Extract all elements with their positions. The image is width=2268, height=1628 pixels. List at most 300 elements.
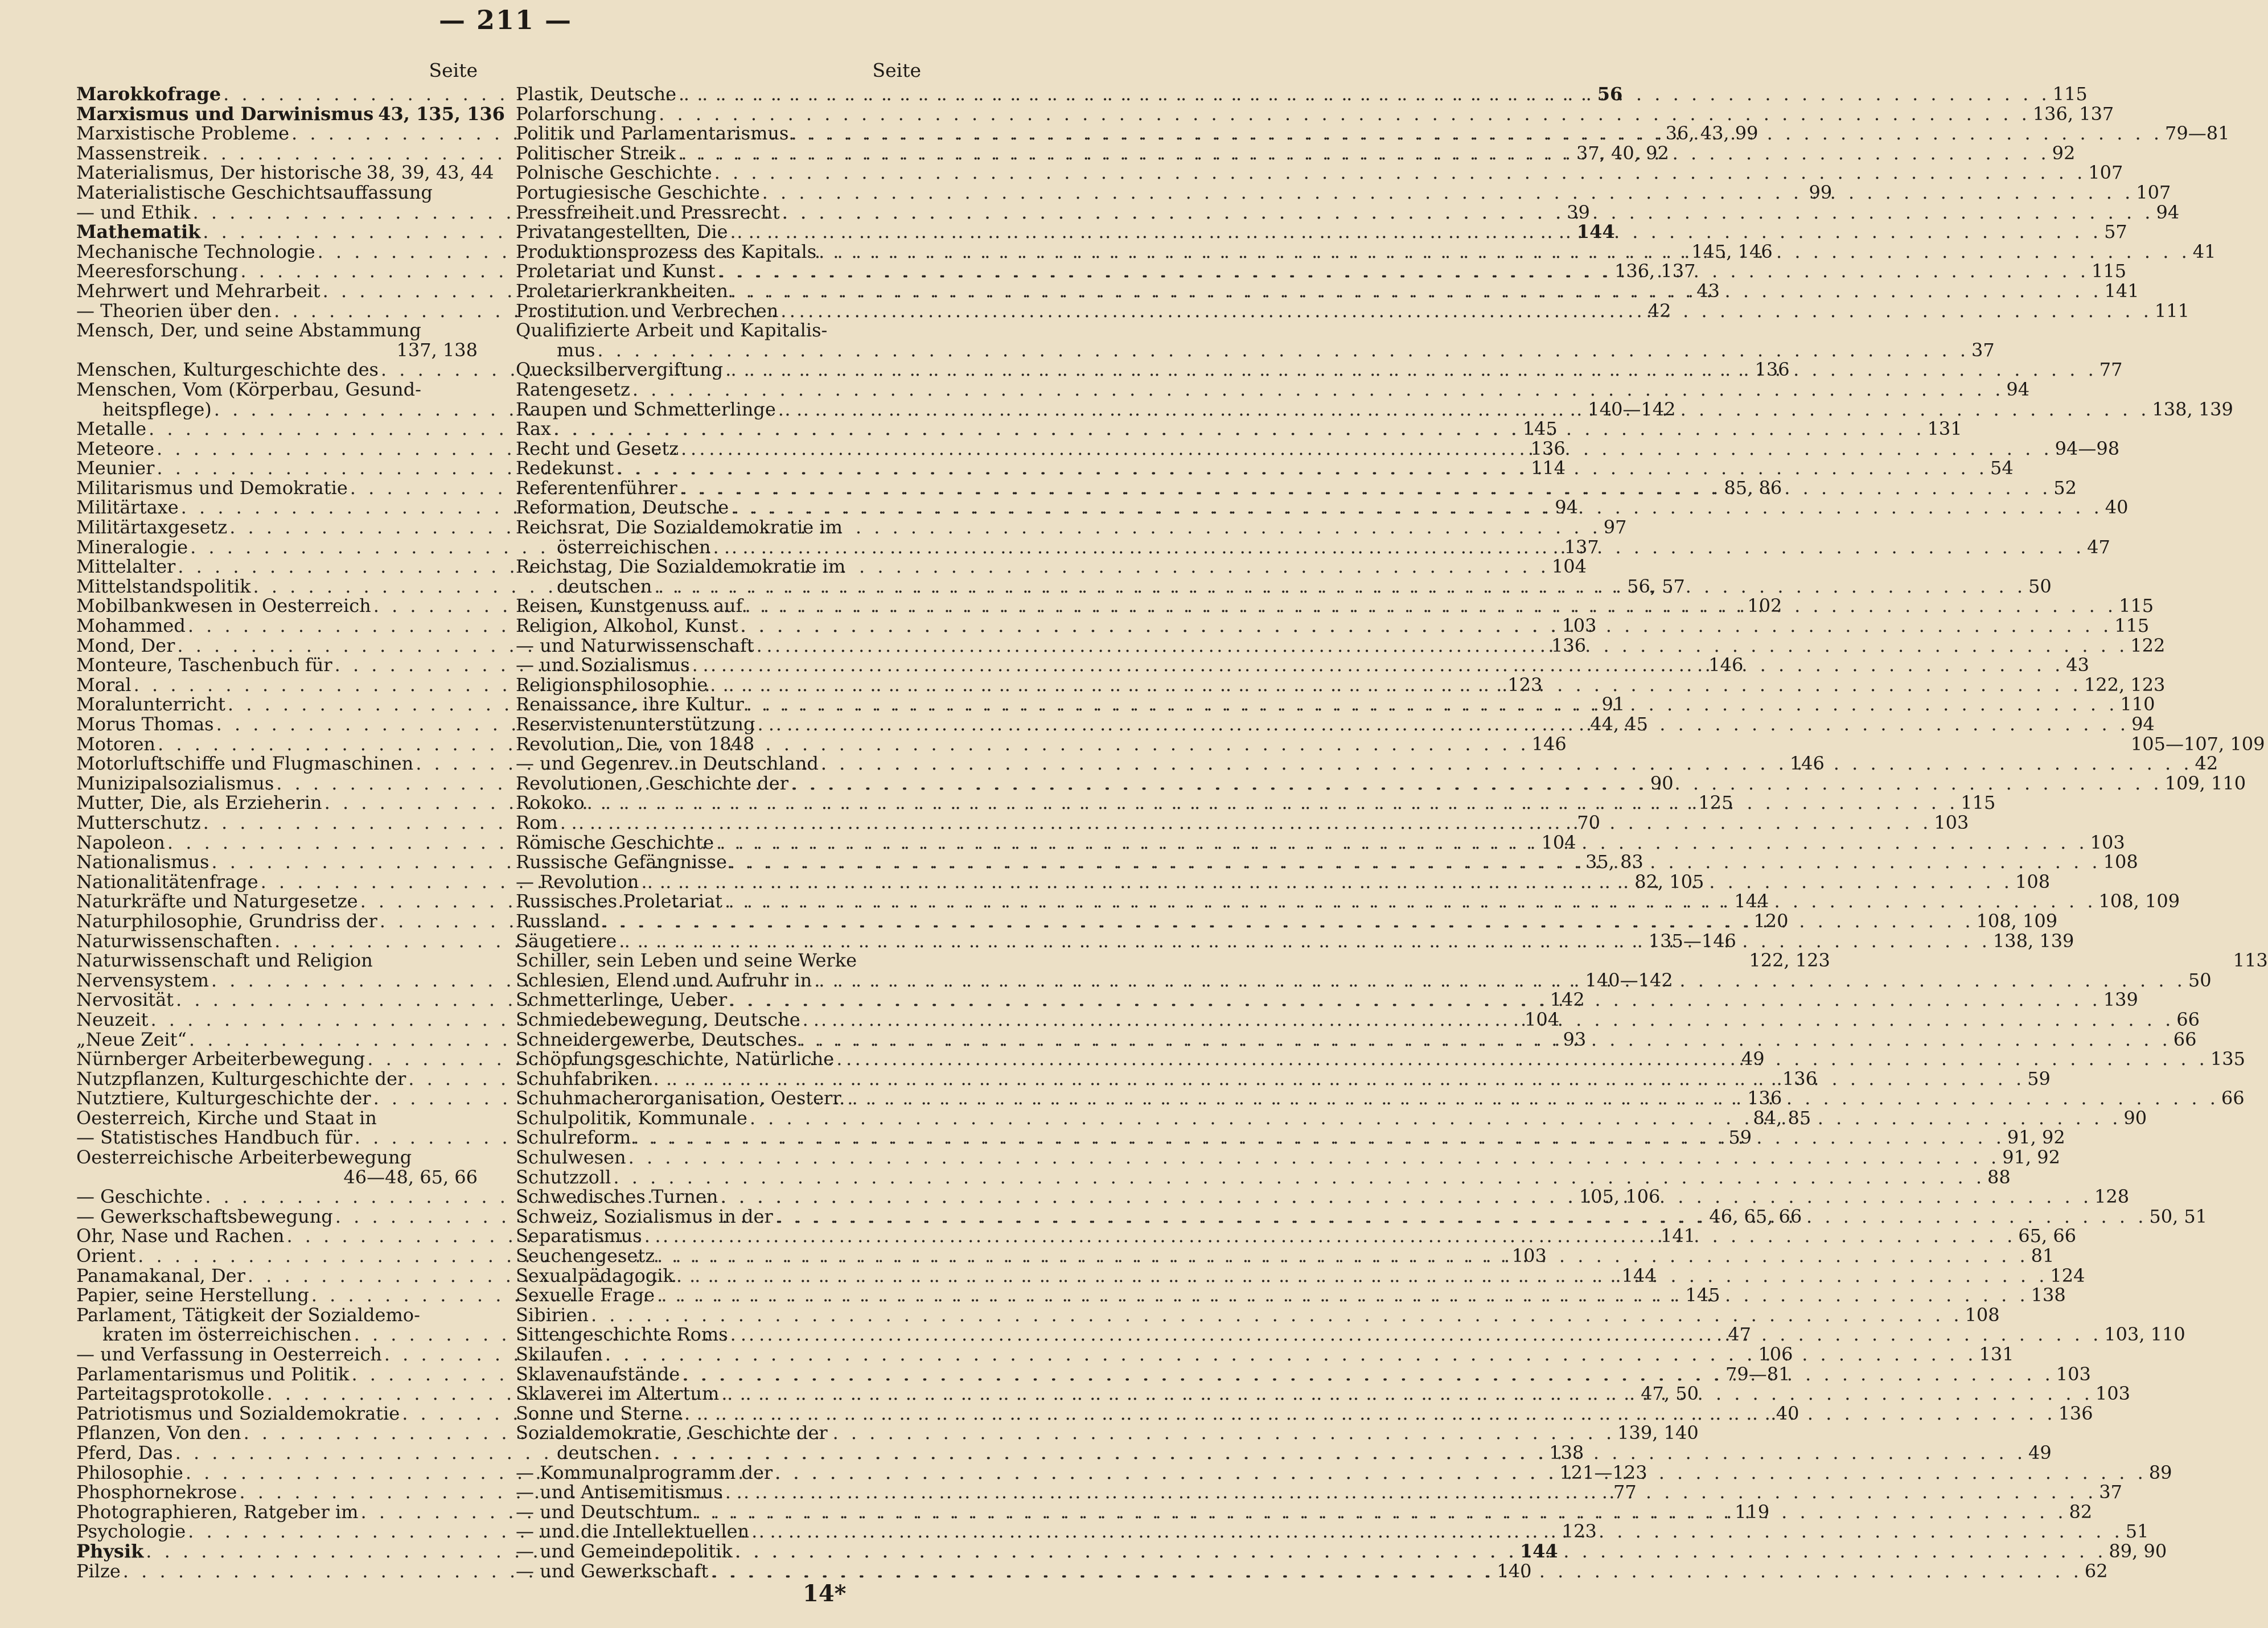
index-pages: 104: [1551, 556, 1587, 578]
index-term: Reichstag, Die Sozialdemokratie im: [516, 556, 846, 578]
dot-leader: [560, 813, 1932, 833]
dot-leader: [782, 203, 2154, 223]
dot-leader: [654, 1069, 2025, 1089]
index-term: Physik: [76, 1540, 144, 1562]
page-number: — 211 —: [438, 5, 573, 35]
index-term: Reisen, Kunstgenuss auf: [516, 595, 743, 617]
index-term: Mond, Der: [76, 634, 175, 656]
index-term: Seuchengesetz: [516, 1245, 655, 1267]
index-term: Proletarierkrankheiten: [516, 279, 728, 302]
index-term: Schulpolitik, Kommunale: [516, 1107, 747, 1129]
index-pages: 137: [1564, 536, 1599, 558]
index-term: Militärtaxe: [76, 496, 179, 519]
index-pages: 135—146: [1648, 930, 1736, 952]
index-pages: 94: [1555, 496, 1578, 519]
index-entry-continuation: [516, 339, 1995, 361]
index-pages: 49: [1741, 1048, 1765, 1070]
dot-leader: [731, 498, 2103, 517]
dot-leader: [553, 419, 1925, 439]
index-term: Sexualpädagogik: [516, 1264, 674, 1286]
index-pages: 57: [2104, 221, 2127, 243]
index-pages: 56: [1597, 83, 1623, 105]
index-term: Schulwesen: [516, 1146, 626, 1169]
index-pages: 139: [2103, 989, 2138, 1011]
index-pages: 136, 137: [2032, 102, 2114, 125]
index-term: Nervosität: [76, 989, 174, 1011]
index-term-continuation: deutschen: [557, 1441, 652, 1463]
index-term: Naturwissenschaft und Religion: [76, 949, 373, 972]
index-term: Rax: [516, 418, 551, 440]
index-pages: 40: [2105, 496, 2129, 519]
index-term: Revolution, Die, von 1848: [516, 733, 755, 755]
index-pages: 121—123: [1559, 1461, 1647, 1483]
index-pages: 103, 110: [2104, 1323, 2185, 1346]
index-pages: 120: [1753, 910, 1789, 932]
index-term: Psychologie: [76, 1520, 186, 1543]
index-pages: 66: [2176, 1008, 2200, 1030]
dot-leader: [729, 852, 2101, 872]
index-pages: 81: [2031, 1245, 2055, 1267]
index-term: Orient: [76, 1245, 136, 1267]
index-pages: 104: [1541, 831, 1576, 853]
index-pages: 77: [2099, 359, 2123, 381]
dot-leader: [791, 124, 2163, 143]
index-pages: 128: [2094, 1186, 2130, 1208]
index-pages: 138, 139: [1992, 930, 2074, 952]
dot-leader: [717, 261, 2089, 281]
index-term: „Neue Zeit“: [76, 1028, 187, 1050]
index-term: — Theorien über den: [76, 299, 272, 322]
index-pages: 122: [2130, 634, 2166, 656]
index-pages: 40: [1776, 1402, 1799, 1424]
index-pages: 39: [1567, 201, 1590, 223]
index-term: Nervensystem: [76, 969, 209, 991]
index-term: Schutzzoll: [516, 1166, 611, 1188]
index-term: Reservistenunterstützung: [516, 713, 755, 735]
index-pages: 56, 57: [1627, 575, 1685, 597]
dot-leader: [602, 911, 1974, 931]
index-term: Schiller, sein Leben und seine Werke: [516, 949, 857, 972]
dot-leader: [682, 1364, 2054, 1384]
index-term: Metalle: [76, 418, 147, 440]
index-entry: [516, 1166, 2011, 1188]
index-pages: 99: [1809, 181, 1833, 203]
dot-leader: [775, 1207, 2147, 1227]
index-term: Naturkräfte und Naturgesetze: [76, 890, 358, 912]
dot-leader: [628, 1148, 2000, 1167]
dot-leader: [644, 1226, 2016, 1246]
index-pages: 36, 43, 99: [1665, 122, 1758, 145]
index-term: Marxismus und Darwinismus: [76, 102, 374, 125]
index-term: Panamakanal, Der: [76, 1264, 245, 1286]
index-pages: 136: [1551, 634, 1587, 656]
index-term: Moral: [76, 673, 132, 696]
index-pages: 108, 109: [2098, 890, 2180, 912]
index-pages: 46, 65, 66: [1709, 1205, 1802, 1227]
index-term: Mineralogie: [76, 536, 188, 558]
dot-leader: [678, 143, 2050, 163]
index-term: Schwedisches Turnen: [516, 1186, 718, 1208]
index-term: — und Antisemitismus: [516, 1481, 723, 1503]
index-term: Menschen, Kulturgeschichte des: [76, 359, 379, 381]
index-pages: 70: [1577, 811, 1600, 833]
index-pages: 108: [2103, 851, 2138, 873]
index-pages: 46—48, 65, 66: [343, 1166, 478, 1188]
index-term: — Statistisches Handbuch für: [76, 1127, 352, 1149]
index-term-continuation: österreichischen: [557, 536, 711, 558]
index-term: Schöpfungsgeschichte, Natürliche: [516, 1048, 835, 1070]
index-term: — Revolution: [516, 870, 639, 893]
index-term: Militarismus und Demokratie: [76, 476, 348, 499]
index-pages: 47: [1728, 1323, 1751, 1346]
dot-leader: [819, 242, 2191, 262]
index-pages: 47, 50: [1641, 1383, 1699, 1405]
index-term: Mathematik: [76, 221, 201, 243]
index-pages: 115: [2119, 595, 2154, 617]
index-pages: 52: [2053, 476, 2077, 499]
index-pages: 79—81: [1725, 1363, 1790, 1385]
index-term: Separatismus: [516, 1225, 642, 1247]
dot-leader: [725, 891, 2097, 911]
index-term: — Gewerkschaftsbewegung: [76, 1205, 333, 1227]
index-pages: 140—142: [1585, 969, 1673, 991]
index-term: Reformation, Deutsche: [516, 496, 729, 519]
index-term: Papier, seine Herstellung: [76, 1284, 309, 1306]
index-entry: [76, 102, 505, 125]
dot-leader: [587, 793, 1959, 813]
dot-leader: [657, 1285, 2029, 1305]
dot-leader: [679, 84, 2051, 104]
index-pages: 89, 90: [2109, 1540, 2167, 1562]
index-term: — und die Intellektuellen: [516, 1520, 750, 1543]
dot-leader: [750, 1108, 2122, 1128]
index-pages: 109, 110: [2164, 772, 2246, 794]
index-term: Polarforschung: [516, 102, 657, 125]
index-pages: 146: [1789, 753, 1825, 775]
index-pages: 104: [1525, 1008, 1560, 1030]
index-pages: 119: [1735, 1500, 1770, 1523]
index-pages: 38, 39, 43, 44: [366, 162, 494, 184]
index-term: Meeresforschung: [76, 260, 239, 282]
index-pages: 141: [1661, 1225, 1696, 1247]
index-term: Motorluftschiffe und Flugmaschinen: [76, 753, 414, 775]
index-pages: 90: [2123, 1107, 2147, 1129]
index-term: Quecksilbervergiftung: [516, 359, 724, 381]
dot-leader: [680, 478, 2052, 498]
index-term: Mobilbankwesen in Oesterreich: [76, 595, 371, 617]
index-pages: 115: [2052, 83, 2088, 105]
index-pages: 122, 123: [1749, 949, 1830, 972]
index-pages: 103: [2090, 831, 2125, 853]
index-term: — und Gewerkschaft: [516, 1560, 709, 1582]
index-term: Philosophie: [76, 1461, 183, 1483]
index-entry: [516, 1423, 921, 1443]
index-term: Schuhmacherorganisation, Oesterr.: [516, 1087, 845, 1109]
index-pages: 94—98: [2055, 437, 2120, 459]
index-pages: 85, 86: [1724, 476, 1782, 499]
index-term: Materialistische Geschichtsauffassung: [76, 181, 433, 203]
index-pages: 41: [2192, 240, 2216, 262]
index-pages: 94: [2006, 378, 2030, 400]
index-term: Religion, Alkohol, Kunst: [516, 615, 738, 637]
dot-leader: [757, 714, 2129, 734]
index-term: Säugetiere: [516, 930, 617, 952]
dot-leader: [597, 340, 1969, 360]
index-term: Rom: [516, 811, 558, 833]
index-term: Prostitution und Verbrechen: [516, 299, 779, 322]
dot-leader: [641, 872, 2013, 892]
dot-leader: [799, 1030, 2171, 1050]
index-term: — Geschichte: [76, 1186, 203, 1208]
index-term: Qualifizierte Arbeit und Kapitalis-: [516, 319, 828, 342]
index-term: Sexuelle Frage: [516, 1284, 655, 1306]
index-term: Neuzeit: [76, 1008, 149, 1030]
index-pages: 37, 40, 92: [1576, 142, 1669, 164]
index-term: Schuhfabriken: [516, 1067, 651, 1090]
dot-leader: [730, 222, 2102, 242]
index-term-continuation: mus: [557, 339, 595, 361]
dot-leader: [775, 1463, 2147, 1483]
index-pages: 94: [2131, 713, 2155, 735]
index-pages: 108, 109: [1976, 910, 2058, 932]
dot-leader: [714, 163, 2086, 183]
index-term: Nutztiere, Kulturgeschichte der: [76, 1087, 371, 1109]
index-term: Renaissance, ihre Kultur: [516, 693, 744, 716]
dot-leader: [654, 1443, 2026, 1463]
index-term: Römische Geschichte: [516, 831, 714, 853]
index-term: Mutterschutz: [76, 811, 201, 833]
index-term: Privatangestellten, Die: [516, 221, 728, 243]
index-term: Mehrwert und Mehrarbeit: [76, 279, 321, 302]
index-term: Raupen und Schmetterlinge: [516, 398, 776, 420]
index-pages: 103: [1562, 615, 1597, 637]
dot-leader: [762, 183, 2134, 203]
index-pages: 59: [1728, 1127, 1752, 1149]
index-term: Monteure, Taschenbuch für: [76, 654, 332, 676]
dot-leader: [692, 655, 2064, 675]
index-entry: [516, 1304, 2000, 1326]
index-pages: 142: [1550, 989, 1585, 1011]
index-entry: [516, 320, 921, 340]
index-term: Referentenführer: [516, 476, 677, 499]
dot-leader: [746, 694, 2118, 714]
index-term: Politik und Parlamentarismus: [516, 122, 789, 145]
index-pages: 144: [1576, 221, 1615, 243]
index-pages: 103: [1511, 1245, 1547, 1267]
index-entry: [516, 517, 921, 537]
index-term: Photographieren, Ratgeber im: [76, 1500, 359, 1523]
dot-leader: [720, 1187, 2092, 1207]
index-pages: 108: [1965, 1304, 2000, 1326]
index-pages: 43: [2066, 654, 2089, 676]
dot-leader: [778, 400, 2150, 420]
index-pages: 136: [1530, 437, 1566, 459]
index-pages: 82: [2069, 1500, 2093, 1523]
dot-leader: [729, 990, 2101, 1010]
index-pages: 136, 137: [1614, 260, 1696, 282]
index-term: Mittelstandspolitik: [76, 575, 251, 597]
dot-leader: [632, 380, 2004, 400]
index-pages: 42: [1647, 299, 1671, 322]
index-term: Oesterreich, Kirche und Staat in: [76, 1107, 377, 1129]
index-pages: 123: [1562, 1520, 1597, 1543]
index-pages: 137, 138: [396, 339, 478, 361]
dot-leader: [710, 1561, 2082, 1581]
index-term: Schulreform: [516, 1127, 631, 1149]
index-term: Politischer Streik: [516, 142, 676, 164]
index-pages: 102: [1747, 595, 1782, 617]
index-pages: 123: [1507, 673, 1543, 696]
index-term: — und Sozialismus: [516, 654, 690, 676]
index-term: Schweiz, Sozialismus in der: [516, 1205, 773, 1227]
index-pages: 65, 66: [2018, 1225, 2077, 1247]
index-pages: 136: [1782, 1067, 1817, 1090]
index-term: Massenstreik: [76, 142, 200, 164]
dot-leader: [616, 458, 1988, 478]
index-term: Naturwissenschaften: [76, 930, 273, 952]
dot-leader: [847, 1088, 2219, 1108]
index-term: Sonne und Sterne: [516, 1402, 682, 1424]
index-pages: 51: [2125, 1520, 2149, 1543]
index-pages: 107: [2088, 162, 2123, 184]
index-pages: 108: [2015, 870, 2051, 893]
index-entry: [516, 162, 2123, 184]
dot-leader: [710, 675, 2082, 695]
index-pages: 90: [1650, 772, 1674, 794]
index-term: Proletariat und Kunst: [516, 260, 716, 282]
index-term: Produktionsprozess des Kapitals: [516, 240, 817, 262]
index-entry: [516, 557, 921, 577]
index-term: Russland: [516, 910, 600, 932]
dot-leader: [730, 1325, 2102, 1345]
index-term: Mechanische Technologie: [76, 240, 315, 262]
dot-leader: [695, 1502, 2067, 1522]
index-term: Moralunterricht: [76, 693, 225, 716]
index-term: Russische Gefängnisse: [516, 851, 727, 873]
index-term: Phosphornekrose: [76, 1481, 237, 1503]
index-term: Russisches Proletariat: [516, 890, 722, 912]
index-term: Pflanzen, Von den: [76, 1422, 241, 1444]
index-pages: 49: [2028, 1441, 2052, 1463]
index-pages: 66: [2173, 1028, 2197, 1050]
index-term: Patriotismus und Sozialdemokratie: [76, 1402, 400, 1424]
index-pages: 94: [2156, 201, 2180, 223]
index-pages: 37: [1971, 339, 1995, 361]
index-term: Naturphilosophie, Grundriss der: [76, 910, 377, 932]
index-term: Parlament, Tätigkeit der Sozialdemo-: [76, 1304, 420, 1326]
index-pages: 66: [2221, 1087, 2245, 1109]
index-pages: 136: [1755, 359, 1790, 381]
index-term: Pilze: [76, 1560, 121, 1582]
column-header-right: Seite: [872, 59, 921, 81]
dot-leader: [730, 281, 2102, 301]
index-term: — und Naturwissenschaft: [516, 634, 754, 656]
dot-leader: [836, 1049, 2208, 1069]
dot-leader: [716, 833, 2088, 853]
dot-leader: [814, 971, 2186, 990]
index-term: Reichsrat, Die Sozialdemokratie im: [516, 516, 843, 538]
index-term: Schmiedebewegung, Deutsche: [516, 1008, 800, 1030]
index-term: Redekunst: [516, 457, 614, 479]
index-pages: 144: [1734, 890, 1769, 912]
index-entry: [76, 380, 478, 400]
index-pages: 140: [1497, 1560, 1532, 1582]
index-term: Materialismus, Der historische: [76, 162, 362, 184]
index-term-continuation: kraten im österreichischen: [102, 1323, 352, 1346]
dot-leader: [735, 1541, 2107, 1561]
index-pages: 141: [2104, 279, 2139, 302]
index-term: Nutzpflanzen, Kulturgeschichte der: [76, 1067, 406, 1090]
index-term: Skilaufen: [516, 1343, 603, 1365]
index-pages: 93: [1563, 1028, 1587, 1050]
index-pages: 115: [1961, 792, 1996, 814]
dot-leader: [821, 754, 2193, 774]
index-pages: 122, 123: [2084, 673, 2166, 696]
dot-leader: [654, 577, 2026, 597]
index-pages: 113: [2233, 949, 2268, 972]
index-term: Schlesien, Elend und Aufruhr in: [516, 969, 812, 991]
index-pages: 138, 139: [2152, 398, 2233, 420]
index-entry: [516, 1146, 2060, 1169]
index-term: Sozialdemokratie, Geschichte der: [516, 1422, 828, 1444]
index-pages: 145, 146: [1691, 240, 1773, 262]
index-term: Polnische Geschichte: [516, 162, 712, 184]
index-term: — und Ethik: [76, 201, 191, 223]
index-pages: 50: [2188, 969, 2212, 991]
index-pages: 111: [2154, 299, 2189, 322]
dot-leader: [657, 1246, 2029, 1266]
index-pages: 89: [2148, 1461, 2172, 1483]
dot-leader: [725, 360, 2097, 380]
index-pages: 50, 51: [2149, 1205, 2208, 1227]
index-term: Sittengeschichte Roms: [516, 1323, 728, 1346]
index-term: Ratengesetz: [516, 378, 630, 400]
index-term: Revolutionen, Geschichte der: [516, 772, 788, 794]
index-pages: 139, 140: [1617, 1422, 1699, 1444]
index-entry: [76, 320, 478, 340]
index-pages: 91, 92: [2007, 1127, 2065, 1149]
dot-leader: [613, 1167, 1985, 1187]
index-pages: 106: [1758, 1343, 1793, 1365]
index-pages: 136: [2058, 1402, 2093, 1424]
index-pages: 105—107, 109: [2130, 733, 2265, 755]
dot-leader: [757, 636, 2129, 656]
index-term: Nationalismus: [76, 851, 209, 873]
column-header-left: Seite: [429, 59, 478, 81]
index-pages: 107: [2136, 181, 2171, 203]
index-pages: 144: [1519, 1540, 1558, 1562]
dot-leader: [780, 301, 2152, 321]
index-term: Mohammed: [76, 615, 186, 637]
index-term: Parteitagsprotokolle: [76, 1383, 265, 1405]
index-term: Mutter, Die, als Erzieherin: [76, 792, 322, 814]
index-term: Ohr, Nase und Rachen: [76, 1225, 285, 1247]
index-term: Mittelalter: [76, 556, 176, 578]
index-pages: 145: [1685, 1284, 1720, 1306]
index-term: Meteore: [76, 437, 154, 459]
index-entry: [76, 1305, 478, 1325]
dot-leader: [681, 439, 2053, 459]
index-pages: 124: [2050, 1264, 2085, 1286]
index-pages: 146: [1708, 654, 1744, 676]
dot-leader: [591, 1305, 1963, 1325]
index-pages: 146: [1531, 733, 1567, 755]
index-pages: 131: [1927, 418, 1962, 440]
dot-leader: [713, 537, 2085, 557]
index-term: Nationalitätenfrage: [76, 870, 258, 893]
index-pages: 91: [1601, 693, 1625, 716]
index-pages: 115: [2092, 260, 2127, 282]
